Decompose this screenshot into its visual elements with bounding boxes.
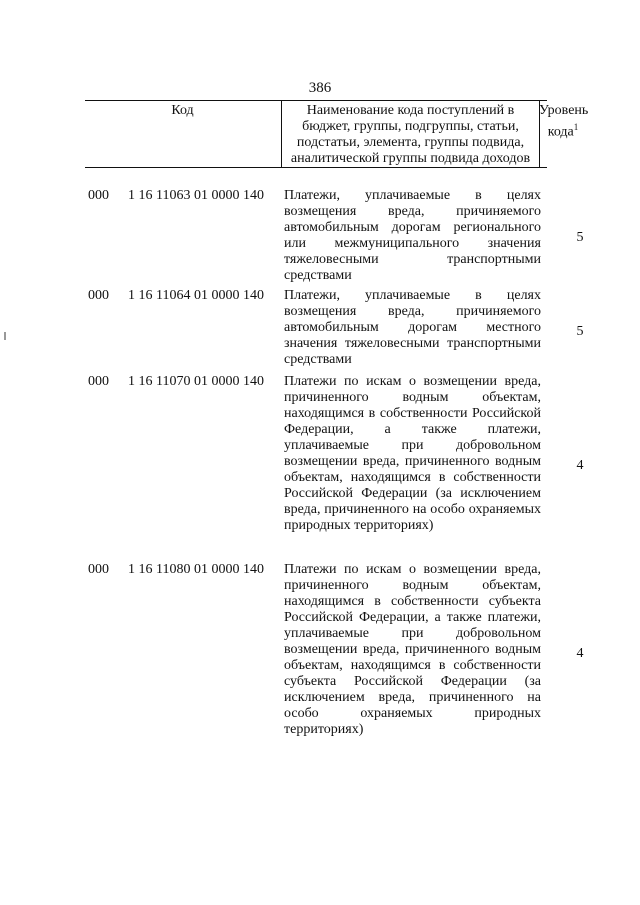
row-admin-code: 000 xyxy=(88,374,109,389)
table-header xyxy=(85,100,589,168)
table-row xyxy=(0,374,640,562)
table-row xyxy=(0,562,640,752)
header-name-label: Наименование кода поступлений в бюджет, группы, подгруппы, статьи, подстатьи, элемента, группы подвида, аналитической группы подвида доходов xyxy=(290,103,531,166)
header-level-footnote: 1 xyxy=(573,122,579,132)
row-admin-code: 000 xyxy=(88,288,109,303)
row-admin-code: 000 xyxy=(88,562,109,577)
row-budget-code: 1 16 11070 01 0000 140 xyxy=(128,374,264,389)
row-name: Платежи по искам о возмещении вреда, причиненного водным объектам, находящимся в собственности Российской Федерации, а также платежи, уплачиваемые при добровольном возмещении вреда, причиненного водным объектам, находящимся в собственности Российской Федерации (за исключением вреда, причиненного на особо охраняемых природных территориях) xyxy=(284,374,541,533)
table-row xyxy=(0,188,640,288)
row-level: 5 xyxy=(576,324,584,339)
table-row xyxy=(0,288,640,374)
row-level: 5 xyxy=(576,230,584,245)
page-number: 386 xyxy=(308,80,332,96)
table-body xyxy=(0,188,640,752)
row-budget-code: 1 16 11063 01 0000 140 xyxy=(128,188,264,203)
row-admin-code: 000 xyxy=(88,188,109,203)
header-level-label xyxy=(539,101,587,141)
row-level: 4 xyxy=(576,646,584,661)
header-name xyxy=(281,101,540,167)
header-level-text: Уровень кода xyxy=(539,103,589,140)
row-name: Платежи по искам о возмещении вреда, причиненного водным объектам, находящимся в собственности субъекта Российской Федерации, а также платежи, уплачиваемые при добровольном возмещении вреда, причиненного водным объектам, находящимся в собственности субъекта Российской Федерации (за исключением вреда, причиненного на особо охраняемых природных территориях) xyxy=(284,562,541,737)
row-budget-code: 1 16 11064 01 0000 140 xyxy=(128,288,264,303)
header-code xyxy=(85,101,280,167)
scan-margin-mark xyxy=(4,332,6,340)
row-budget-code: 1 16 11080 01 0000 140 xyxy=(128,562,264,577)
row-level: 4 xyxy=(576,458,584,473)
row-name: Платежи, уплачиваемые в целях возмещения вреда, причиняемого автомобильным дорогам регионального или межмуниципального значения тяжеловесными транспортными средствами xyxy=(284,188,541,283)
header-code-label: Код xyxy=(171,103,194,118)
row-name: Платежи, уплачиваемые в целях возмещения вреда, причиняемого автомобильным дорогам местного значения тяжеловесными транспортными средствами xyxy=(284,288,541,367)
header-level xyxy=(539,101,587,167)
